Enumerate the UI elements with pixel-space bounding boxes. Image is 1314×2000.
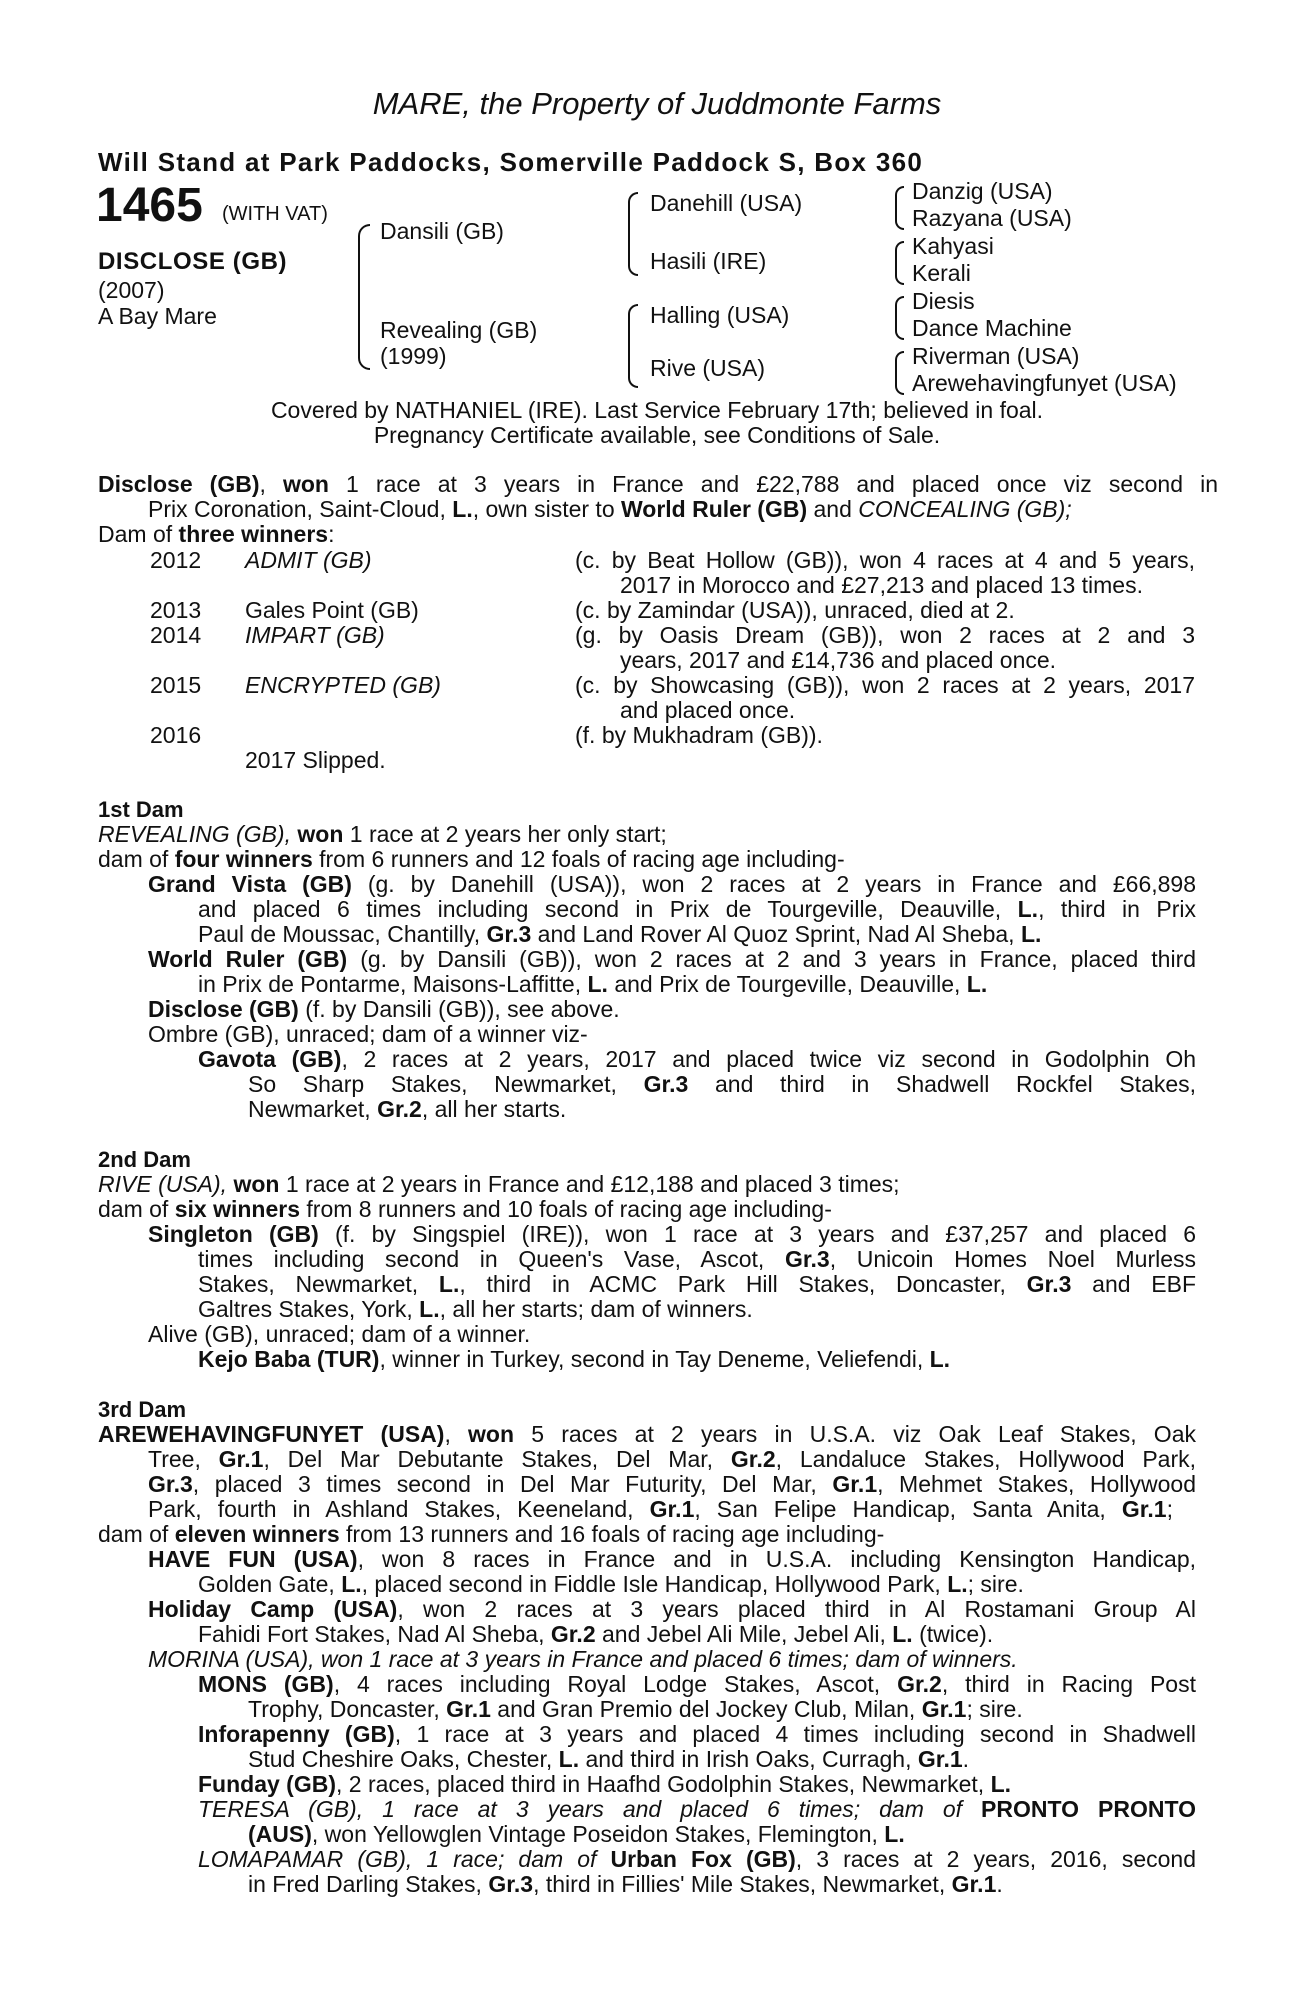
produce-intro-won: won: [282, 471, 329, 497]
produce-year: 2014: [150, 622, 202, 648]
t: , Del Mar Debutante Stakes, Del Mar,: [263, 1446, 714, 1472]
t: Gr.3: [488, 1871, 534, 1897]
t: (g. by Danehill (USA)), won 2 races at 2 years in France and £66,898: [367, 871, 1197, 897]
t: won: [297, 821, 344, 847]
horse-name: DISCLOSE (GB): [98, 248, 288, 275]
dam3-ip2: [248, 1747, 969, 1772]
t: , 2 races, placed third in Haafhd Godolphin Stakes, Newmarket,: [336, 1771, 985, 1797]
t: six winners: [174, 1196, 300, 1222]
t: , 2 races at 2 years, 2017 and placed twice viz second in Godolphin Oh: [341, 1046, 1196, 1072]
t: Prix Coronation, Saint-Cloud,: [148, 496, 446, 522]
dam1-dc: [148, 997, 620, 1022]
dam3-mo: MORINA (USA), won 1 race at 3 years in France and placed 6 times; dam of winners.: [148, 1646, 1018, 1672]
pedigree-dam: Revealing (GB): [380, 317, 538, 343]
t: L.: [341, 1571, 362, 1597]
t: , Landaluce Stakes, Hollywood Park,: [775, 1446, 1197, 1472]
t: four winners: [174, 846, 313, 872]
t: World Ruler (GB): [148, 946, 348, 972]
t: , third in ACMC Park Hill Stakes, Doncaster,: [459, 1271, 1006, 1297]
dam1-om: Ombre (GB), unraced; dam of a winner viz-: [148, 1021, 588, 1047]
t: RIVE (USA),: [98, 1171, 228, 1197]
dam2-al: Alive (GB), unraced; dam of a winner.: [148, 1321, 531, 1347]
pedigree-bracket-2: [895, 241, 904, 285]
lot-number: 1465: [96, 179, 203, 232]
t: (f. by Singspiel (IRE)), won 1 race at 3 years and £37,257 and placed 6: [335, 1221, 1196, 1247]
t: Stakes, Newmarket,: [198, 1271, 419, 1297]
t: Kejo Baba (TUR): [198, 1346, 380, 1372]
t: Gr.1: [1121, 1496, 1167, 1522]
t: Fahidi Fort Stakes, Nad Al Sheba,: [198, 1621, 545, 1647]
t: So Sharp Stakes, Newmarket,: [248, 1071, 617, 1097]
dam2-kb: [198, 1347, 950, 1372]
t: 1 race at 2 years her only start;: [349, 821, 667, 847]
dam3-te2: [248, 1822, 905, 1847]
dam3-line3: [148, 1472, 1196, 1497]
t: Inforapenny (GB): [198, 1721, 395, 1747]
dam2-s1: [148, 1222, 1196, 1247]
dam3-mn2: [248, 1697, 1023, 1722]
dam1-gv2: [198, 897, 1196, 922]
pedigree-gs1: Danehill (USA): [650, 190, 803, 216]
produce-year: 2015: [150, 672, 202, 698]
t: .: [996, 1871, 1003, 1897]
t: Paul de Moussac, Chantilly,: [198, 921, 481, 947]
t: times including second in Queen's Vase, Ascot,: [198, 1246, 765, 1272]
produce-detail: (c. by Showcasing (GB)), won 2 races at 2 years, 2017: [575, 672, 1195, 698]
t: Dam of: [98, 521, 173, 547]
pedigree-bracket-1: [895, 186, 904, 230]
produce-dam-of: [98, 522, 334, 547]
dam1-wr2: [198, 972, 987, 997]
t: CONCEALING (GB);: [858, 496, 1072, 522]
t: Gr.1: [649, 1496, 695, 1522]
lot-vat: (WITH VAT): [222, 203, 328, 225]
t: Holiday Camp (USA): [148, 1596, 398, 1622]
t: and Prix de Tourgeville, Deauville,: [614, 971, 961, 997]
pedigree-ggs1: Danzig (USA): [912, 178, 1053, 204]
dam3-fd: [198, 1772, 1011, 1797]
dam3-line1: [98, 1422, 1196, 1447]
t: and Jebel Ali Mile, Jebel Ali,: [602, 1621, 886, 1647]
t: from 6 runners and 12 foals of racing age including-: [319, 846, 845, 872]
produce-detail: years, 2017 and £14,736 and placed once.: [620, 647, 1057, 673]
dam1-line1: [98, 822, 667, 847]
t: , placed second in Fiddle Isle Handicap, Hollywood Park,: [361, 1571, 941, 1597]
dam3-lp1: [198, 1847, 1196, 1872]
horse-year: (2007): [98, 277, 165, 303]
t: Gr.1: [951, 1871, 997, 1897]
dam2-s4: [198, 1297, 753, 1322]
t: Gr.2: [550, 1621, 596, 1647]
t: L.: [929, 1346, 951, 1372]
t: L.: [947, 1571, 968, 1597]
t: , Mehmet Stakes, Hollywood: [877, 1471, 1197, 1497]
t: Gr.3: [148, 1471, 193, 1497]
t: from 8 runners and 10 foals of racing age including-: [306, 1196, 832, 1222]
t: (g. by Dansili (GB)), won 2 races at 2 and 3 years in France, placed third: [360, 946, 1197, 972]
produce-detail: (g. by Oasis Dream (GB)), won 2 races at 2 and 3: [575, 622, 1195, 648]
t: , own sister to: [472, 496, 615, 522]
pedigree-bracket-3: [895, 296, 904, 340]
pedigree-ggs7: Riverman (USA): [912, 343, 1080, 369]
pedigree-dam-year: (1999): [380, 343, 447, 369]
t: 1 race at 2 years in France and £12,188 and placed 3 times;: [285, 1171, 900, 1197]
t: Funday (GB): [198, 1771, 336, 1797]
t: and: [813, 496, 852, 522]
t: and third in Shadwell Rockfel Stakes,: [715, 1071, 1197, 1097]
produce-intro-line2: [148, 497, 1072, 522]
pedigree-ggs4: Kerali: [912, 260, 971, 286]
pedigree-bracket-sire: [628, 192, 638, 276]
t: , third in Racing Post: [941, 1671, 1196, 1697]
t: ,: [444, 1421, 451, 1447]
t: , 4 races including Royal Lodge Stakes, Ascot,: [333, 1671, 881, 1697]
dam2-s3: [198, 1272, 1196, 1297]
t: from 13 runners and 16 foals of racing age including-: [346, 1521, 885, 1547]
t: L.: [966, 971, 988, 997]
pedigree-gs2: Hasili (IRE): [650, 248, 767, 274]
t: , third in Fillies' Mile Stakes, Newmarket,: [533, 1871, 946, 1897]
t: L.: [990, 1771, 1012, 1797]
produce-detail: (f. by Mukhadram (GB)).: [575, 722, 823, 748]
t: dam of: [98, 846, 169, 872]
t: L.: [438, 1271, 460, 1297]
dam3-lp2: [248, 1872, 1003, 1897]
pedigree-bracket-dam: [628, 304, 638, 388]
produce-slipped: 2017 Slipped.: [245, 747, 386, 773]
t: Singleton (GB): [148, 1221, 319, 1247]
pedigree-bracket-4: [895, 351, 904, 395]
t: , winner in Turkey, second in Tay Deneme, Veliefendi,: [379, 1346, 924, 1372]
t: L.: [892, 1621, 913, 1647]
dam1-gv3: [198, 922, 1041, 947]
t: Newmarket,: [248, 1096, 371, 1122]
pedigree-ggs6: Dance Machine: [912, 315, 1072, 341]
t: HAVE FUN (USA): [148, 1546, 358, 1572]
t: Gr.3: [486, 921, 532, 947]
t: TERESA (GB), 1 race at 3 years and placed 6 times; dam of: [198, 1796, 963, 1822]
dam1-ga2: [248, 1072, 1196, 1097]
pedigree-gs3: Halling (USA): [650, 302, 790, 328]
t: Gr.3: [643, 1071, 689, 1097]
pedigree-gs4: Rive (USA): [650, 355, 766, 381]
dam2-s2: [198, 1247, 1196, 1272]
t: (f. by Dansili (GB)), see above.: [305, 996, 620, 1022]
produce-year: 2012: [150, 547, 202, 573]
covered-line-1: Covered by NATHANIEL (IRE). Last Service February 17th; believed in foal.: [270, 397, 1044, 423]
t: in Fred Darling Stakes,: [248, 1871, 482, 1897]
t: and placed 6 times including second in Prix de Tourgeville, Deauville,: [198, 896, 1002, 922]
t: won: [468, 1421, 515, 1447]
dam2-heading: 2nd Dam: [98, 1147, 191, 1172]
t: Gr.3: [1026, 1271, 1072, 1297]
t: MONS (GB): [198, 1671, 334, 1697]
t: World Ruler (GB): [621, 496, 808, 522]
dam2-line2: [98, 1197, 832, 1222]
t: Golden Gate,: [198, 1571, 335, 1597]
dam1-wr1: [148, 947, 1196, 972]
dam3-hc1: [148, 1597, 1196, 1622]
pedigree-ggs3: Kahyasi: [912, 233, 994, 259]
t: , third in Prix: [1038, 896, 1196, 922]
t: , placed 3 times second in Del Mar Futurity, Del Mar,: [192, 1471, 817, 1497]
produce-intro-text: 1 race at 3 years in France and £22,788 and placed once viz second in: [346, 471, 1218, 497]
produce-name: ADMIT (GB): [245, 547, 372, 573]
t: ; sire.: [966, 1696, 1023, 1722]
dam3-hf1: [148, 1547, 1196, 1572]
t: LOMAPAMAR (GB), 1 race; dam of: [198, 1846, 597, 1872]
t: REVEALING (GB),: [98, 821, 291, 847]
t: Trophy, Doncaster,: [248, 1696, 440, 1722]
t: won: [233, 1171, 280, 1197]
t: :: [328, 521, 335, 547]
dam3-line2: [148, 1447, 1196, 1472]
produce-name: Gales Point (GB): [245, 597, 419, 623]
t: .: [962, 1746, 970, 1772]
dam3-hf2: [198, 1572, 1024, 1597]
dam3-line5: [98, 1522, 884, 1547]
t: Gr.2: [377, 1096, 422, 1122]
t: eleven winners: [174, 1521, 340, 1547]
t: Tree,: [148, 1446, 201, 1472]
covered-line-2: Pregnancy Certificate available, see Conditions of Sale.: [373, 422, 941, 448]
t: Grand Vista (GB): [148, 871, 352, 897]
t: Gr.2: [897, 1671, 942, 1697]
t: Gavota (GB): [198, 1046, 342, 1072]
t: L.: [884, 1821, 905, 1847]
produce-detail: (c. by Beat Hollow (GB)), won 4 races at 4 and 5 years,: [575, 547, 1195, 573]
t: Gr.1: [218, 1446, 264, 1472]
t: Galtres Stakes, York,: [198, 1296, 413, 1322]
t: Gr.2: [730, 1446, 776, 1472]
t: Disclose (GB): [148, 996, 299, 1022]
produce-year: 2016: [150, 722, 202, 748]
t: PRONTO PRONTO: [981, 1796, 1196, 1822]
t: (twice).: [919, 1621, 994, 1647]
t: Park, fourth in Ashland Stakes, Keeneland,: [148, 1496, 634, 1522]
t: , won 8 races in France and in U.S.A. including Kensington Handicap,: [357, 1546, 1197, 1572]
pedigree-sire: Dansili (GB): [380, 218, 504, 244]
t: L.: [1017, 896, 1039, 922]
t: 5 races at 2 years in U.S.A. viz Oak Leaf Stakes, Oak: [531, 1421, 1196, 1447]
t: in Prix de Pontarme, Maisons-Laffitte,: [198, 971, 582, 997]
dam1-ga1: [198, 1047, 1196, 1072]
t: (AUS): [248, 1821, 312, 1847]
t: L.: [452, 496, 473, 522]
dam3-te1: [198, 1797, 1196, 1822]
t: Gr.1: [917, 1746, 963, 1772]
dam2-line1: [98, 1172, 900, 1197]
produce-intro-name: Disclose (GB): [98, 471, 260, 497]
t: L.: [419, 1296, 440, 1322]
pedigree-ggs2: Razyana (USA): [912, 205, 1072, 231]
dam3-line4: [148, 1497, 1173, 1522]
t: ;: [1166, 1496, 1173, 1522]
t: Stud Cheshire Oaks, Chester,: [248, 1746, 553, 1772]
dam3-ip1: [198, 1722, 1196, 1747]
t: , 1 race at 3 years and placed 4 times including second in Shadwell: [394, 1721, 1196, 1747]
page-title: MARE, the Property of Juddmonte Farms: [372, 86, 942, 121]
t: Gr.1: [832, 1471, 878, 1497]
produce-name: IMPART (GB): [245, 622, 385, 648]
t: , San Felipe Handicap, Santa Anita,: [694, 1496, 1106, 1522]
t: , all her starts; dam of winners.: [439, 1296, 753, 1322]
dam3-mn1: [198, 1672, 1196, 1697]
produce-year: 2013: [150, 597, 202, 623]
t: and EBF: [1092, 1271, 1197, 1297]
pedigree-ggs8: Arewehavingfunyet (USA): [912, 370, 1177, 396]
horse-description: A Bay Mare: [98, 303, 217, 329]
produce-intro-line1: Disclose (GB), won 1 race at 3 years in France and £22,788 and placed once viz second in: [98, 471, 1218, 497]
t: L.: [1020, 921, 1042, 947]
dam3-hc2: [198, 1622, 993, 1647]
t: Gr.1: [446, 1696, 491, 1722]
produce-detail: and placed once.: [620, 697, 796, 723]
t: L.: [587, 971, 608, 997]
t: Gr.1: [921, 1696, 967, 1722]
t: , Unicoin Homes Noel Murless: [829, 1246, 1197, 1272]
pedigree-ggs5: Diesis: [912, 288, 975, 314]
t: ; sire.: [967, 1571, 1024, 1597]
t: L.: [558, 1746, 580, 1772]
t: , won Yellowglen Vintage Poseidon Stakes, Flemington,: [311, 1821, 878, 1847]
t: and Gran Premio del Jockey Club, Milan,: [497, 1696, 916, 1722]
dam1-heading: 1st Dam: [98, 797, 184, 822]
produce-detail: 2017 in Morocco and £27,213 and placed 13 times.: [620, 572, 1143, 598]
dam1-line2: [98, 847, 845, 872]
t: , all her starts.: [421, 1096, 567, 1122]
produce-detail: (c. by Zamindar (USA)), unraced, died at 2.: [575, 597, 1015, 623]
t: Urban Fox (GB): [610, 1846, 796, 1872]
t: , 3 races at 2 years, 2016, second: [795, 1846, 1196, 1872]
t: and Land Rover Al Quoz Sprint, Nad Al Sheba,: [537, 921, 1015, 947]
t: AREWEHAVINGFUNYET (USA): [98, 1421, 445, 1447]
t: , won 2 races at 3 years placed third in Al Rostamani Group Al: [397, 1596, 1196, 1622]
t: and third in Irish Oaks, Curragh,: [585, 1746, 912, 1772]
stand-location: Will Stand at Park Paddocks, Somerville Paddock S, Box 360: [98, 147, 924, 177]
t: dam of: [98, 1521, 169, 1547]
dam3-heading: 3rd Dam: [98, 1397, 187, 1422]
dam1-gv1: [148, 872, 1196, 897]
produce-name: ENCRYPTED (GB): [245, 672, 441, 698]
t: dam of: [98, 1196, 169, 1222]
dam1-ga3: [248, 1097, 566, 1122]
t: Gr.3: [784, 1246, 830, 1272]
pedigree-bracket-main: [358, 224, 370, 370]
t: three winners: [178, 521, 329, 547]
